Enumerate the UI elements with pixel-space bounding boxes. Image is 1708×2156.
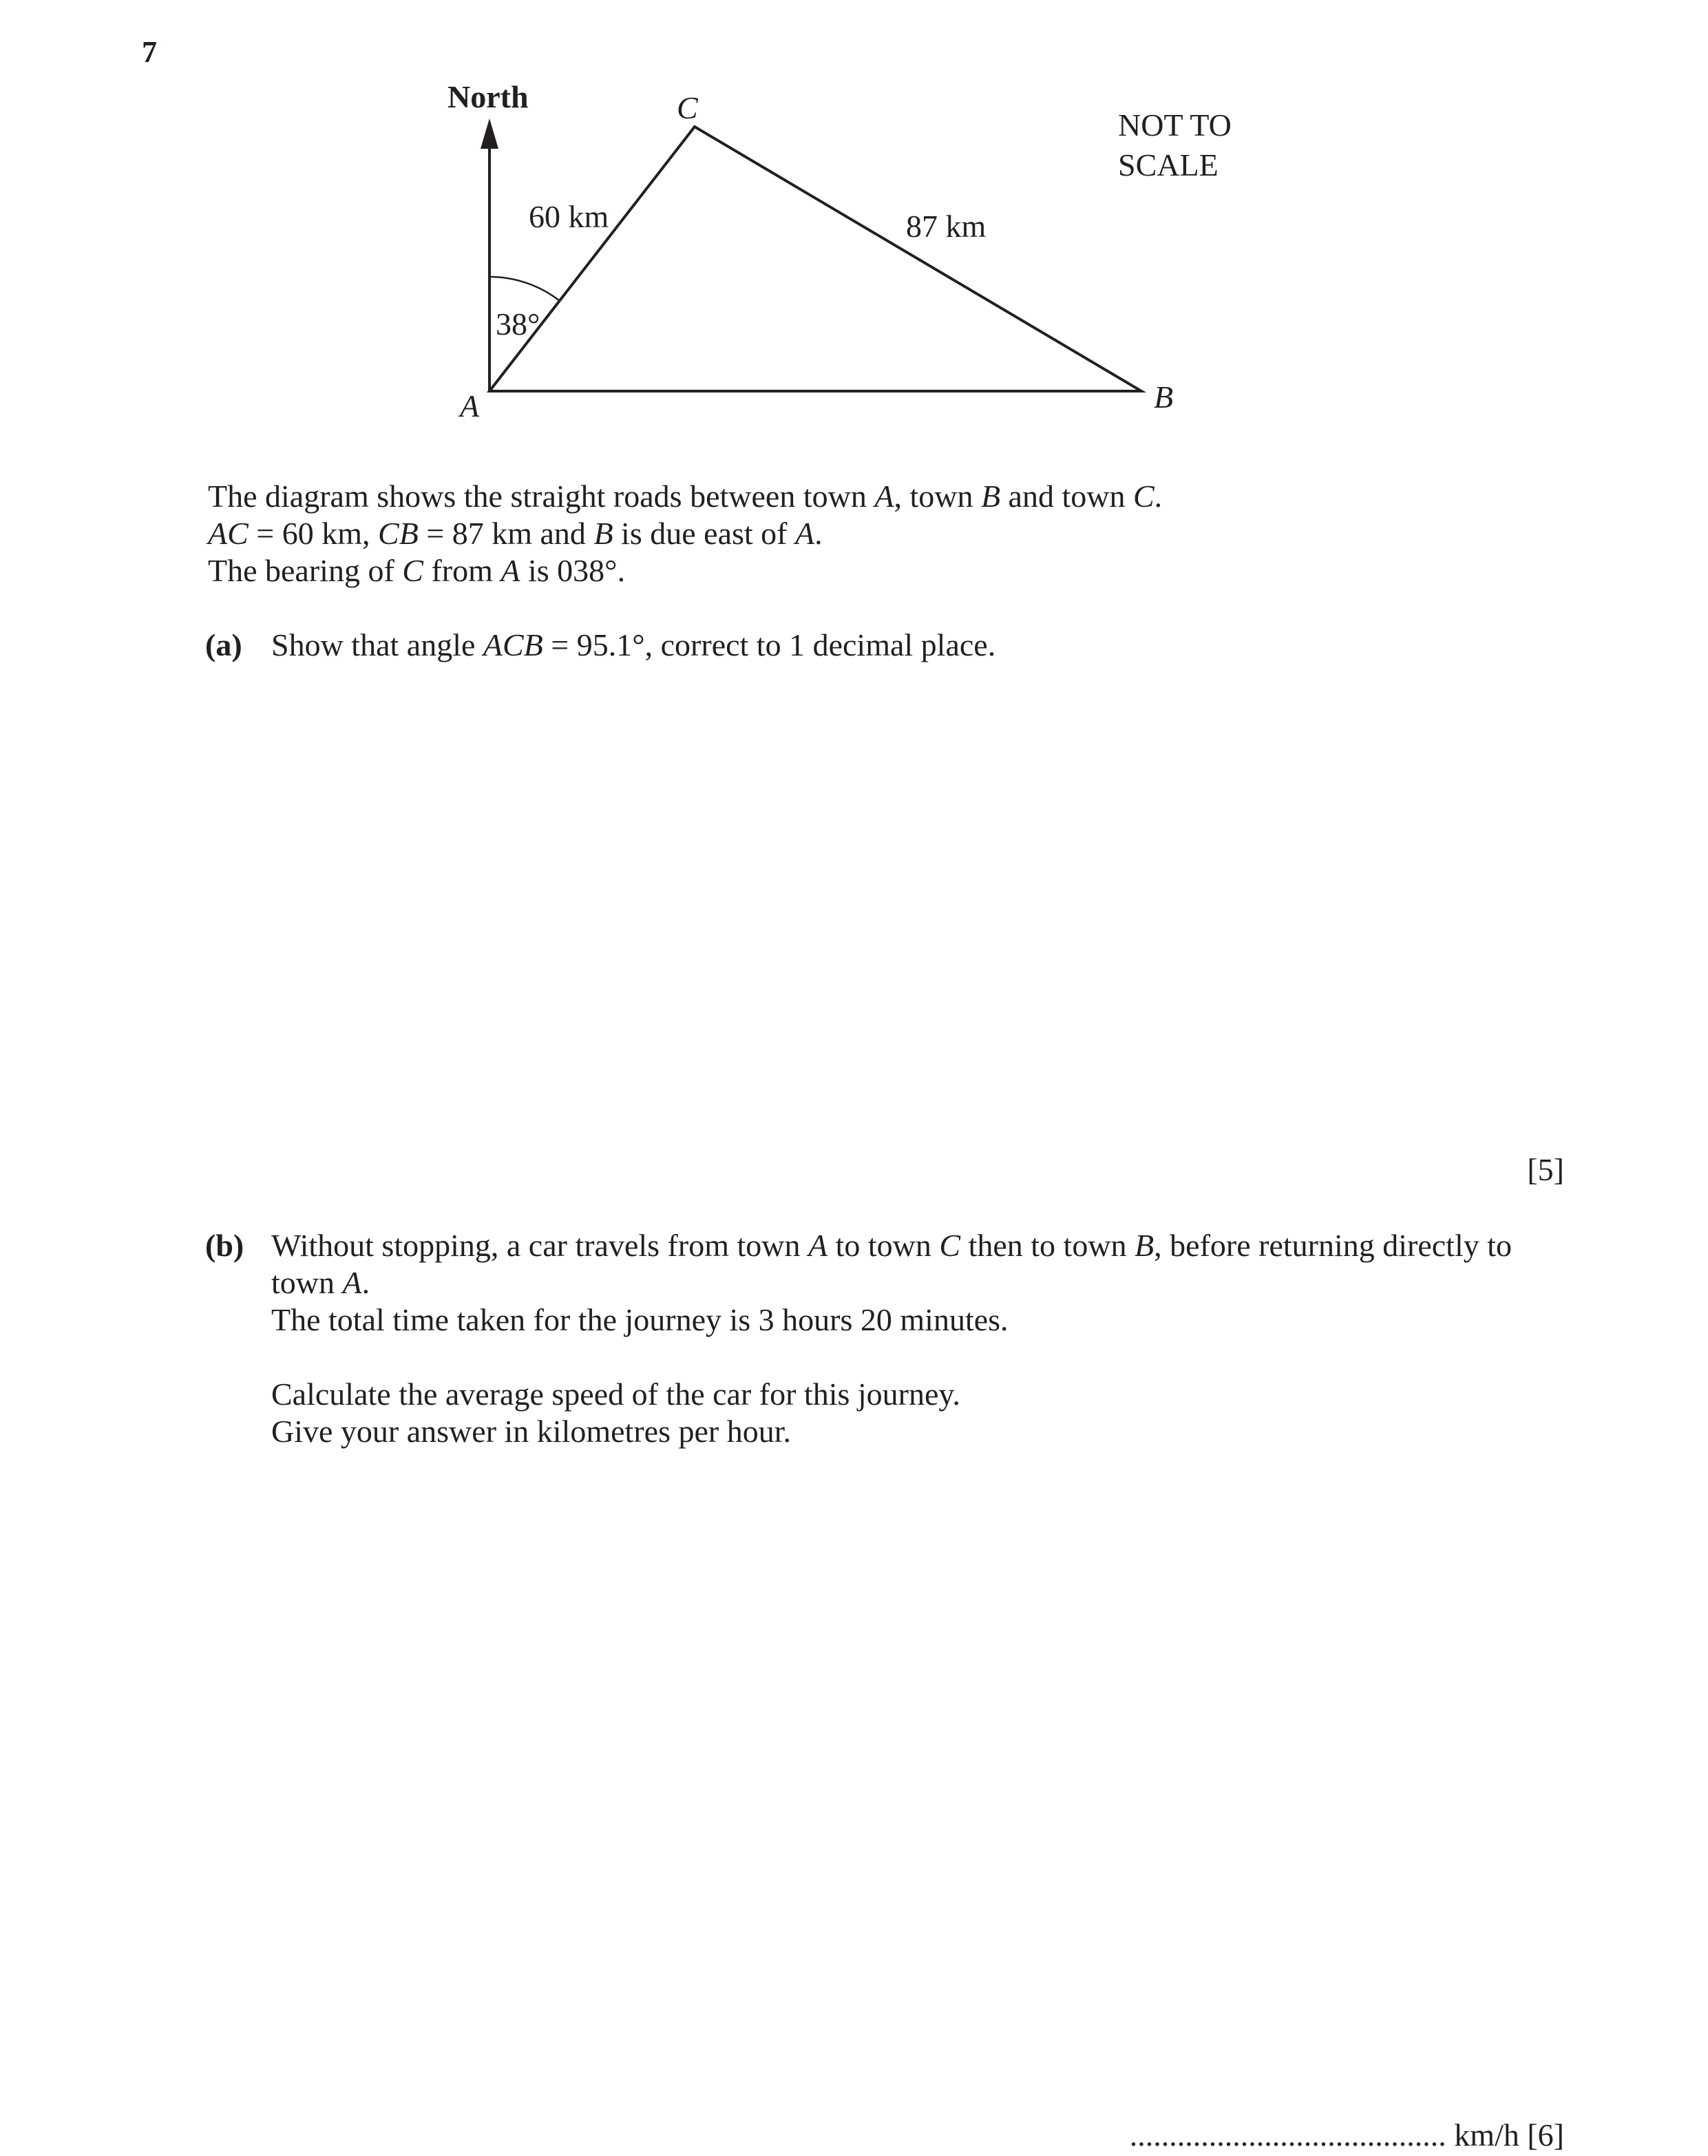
part-a-text: Show that angle ACB = 95.1°, correct to 1 decimal place. — [271, 627, 996, 662]
vertex-c-label: C — [677, 90, 698, 125]
scale-note-line2: SCALE — [1118, 147, 1219, 182]
part-b-line-1: Without stopping, a car travels from town A to town C then to town B, before returning directly to — [271, 1228, 1512, 1263]
intro-paragraph — [208, 478, 1162, 589]
question-number: 7 — [142, 35, 157, 69]
intro-line-3: The bearing of C from A is 038°. — [208, 553, 626, 588]
answer-dots[interactable]: ........................................ — [1129, 2117, 1446, 2153]
side-cb-label: 87 km — [906, 209, 987, 244]
triangle-diagram — [0, 0, 1708, 441]
vertex-b-label: B — [1154, 379, 1174, 415]
part-b-text — [271, 1227, 1512, 1450]
part-a-marks: [5] — [1527, 1152, 1564, 1187]
angle-label: 38° — [496, 306, 540, 342]
north-label: North — [447, 79, 529, 114]
part-b-marks: [6] — [1527, 2117, 1564, 2153]
side-ac-label: 60 km — [529, 199, 609, 234]
answer-line[interactable] — [1130, 2117, 1564, 2153]
triangle-abc — [489, 127, 1141, 391]
part-a-label: (a) — [205, 627, 242, 662]
part-b-label: (b) — [205, 1228, 244, 1263]
intro-line-1: The diagram shows the straight roads between town A, town B and town C. — [208, 479, 1163, 514]
intro-line-2: AC = 60 km, CB = 87 km and B is due east of A. — [208, 516, 823, 551]
part-b-line-2: town A. — [271, 1265, 370, 1300]
part-b-line-3: The total time taken for the journey is 3 hours 20 minutes. — [271, 1302, 1009, 1337]
part-b-line-4: Calculate the average speed of the car for this journey. — [271, 1377, 960, 1412]
answer-unit: km/h — [1454, 2117, 1519, 2153]
vertex-a-label: A — [460, 388, 480, 423]
scale-note-line1: NOT TO — [1118, 107, 1232, 143]
north-arrow-icon — [481, 118, 498, 149]
angle-arc — [489, 277, 560, 301]
part-b-line-5: Give your answer in kilometres per hour. — [271, 1414, 791, 1449]
